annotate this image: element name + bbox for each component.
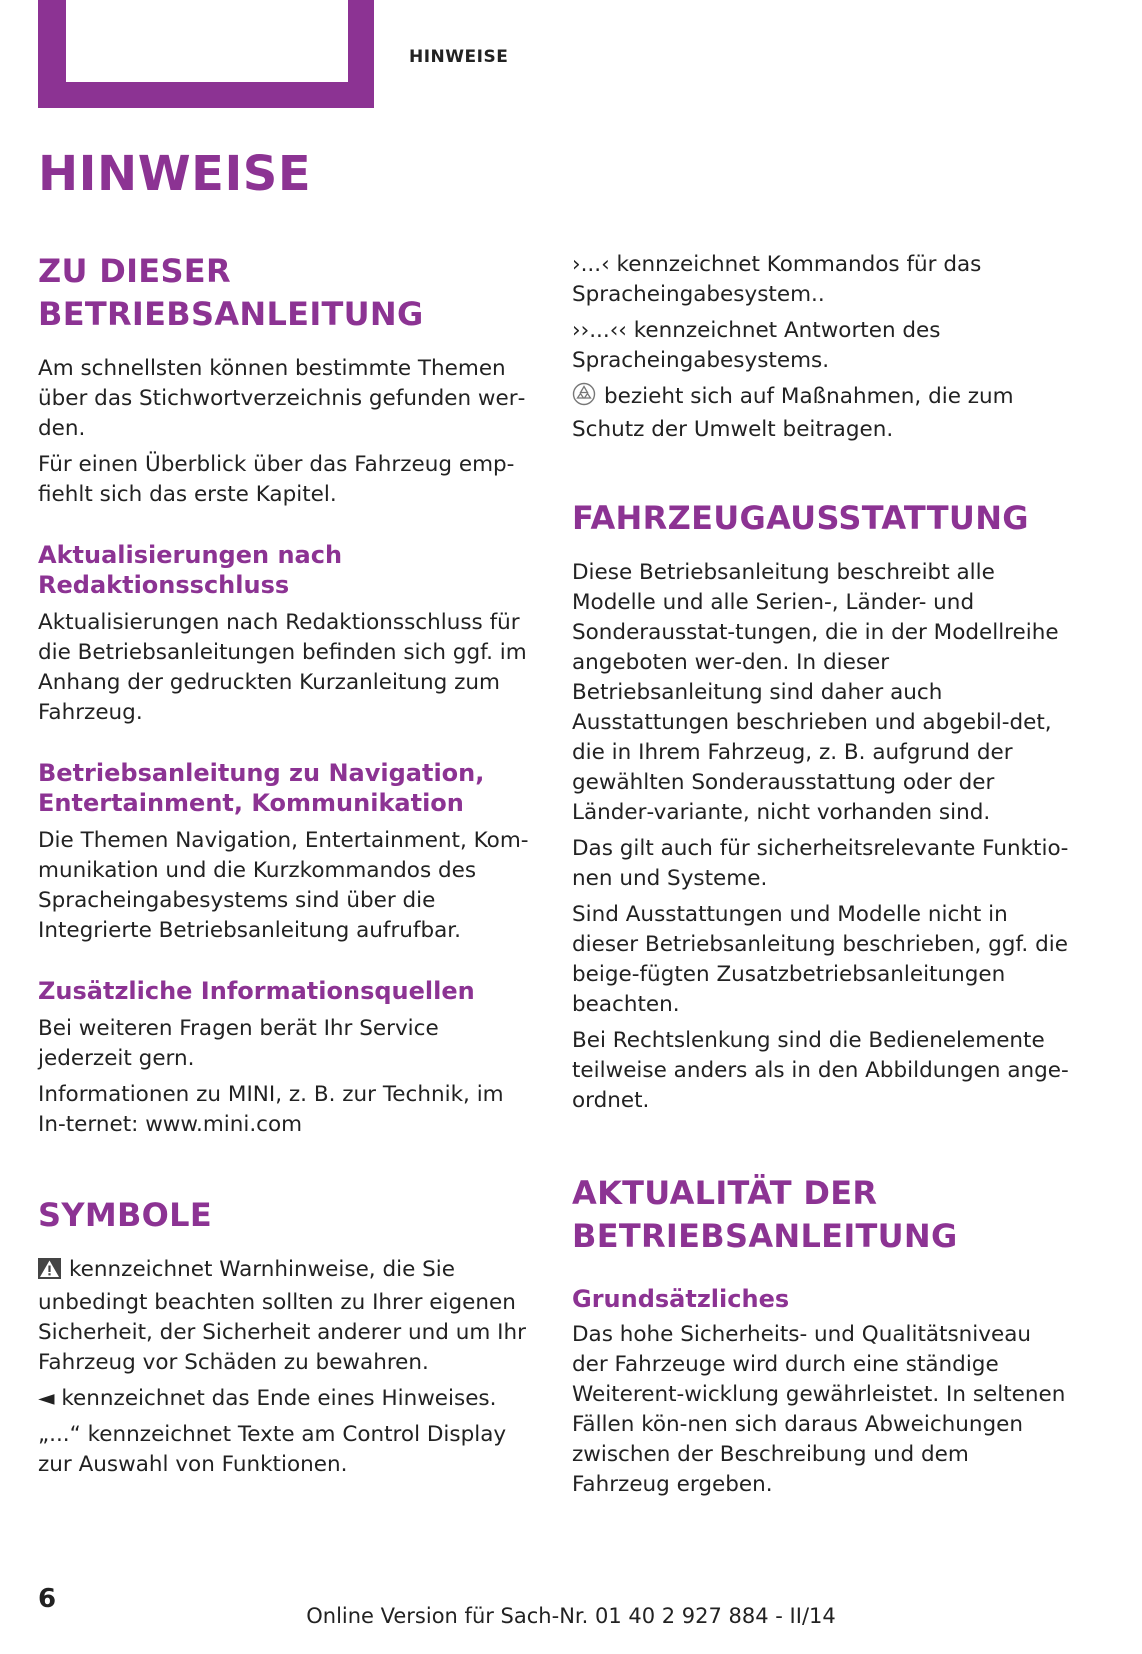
- paragraph: Für einen Überblick über das Fahrzeug emp‐fiehlt sich das erste Kapitel.: [38, 452, 515, 507]
- recycling-icon: [572, 382, 596, 415]
- warning-symbol-text: kennzeichnet Warnhinweise, die Sie unbedingt beachten sollten zu Ihrer eigenen Sicherheit, der Sicherheit anderer und um Ihr Fahrzeug vor Schäden zu bewahren.: [38, 1257, 526, 1375]
- paragraph-end-symbol: ◄ kennzeichnet das Ende eines Hinweises.: [38, 1386, 497, 1411]
- right-column: [572, 250, 1072, 1500]
- paragraph: Aktualisierungen nach Redaktionsschluss für die Betriebsanleitungen befinden sich ggf. im Anhang der gedruckten Kurzanleitung zum Fahrzeug.: [38, 610, 527, 725]
- subsection-title-basics: Grundsätzliches: [572, 1285, 790, 1313]
- left-column: [38, 250, 538, 1480]
- paragraph: Bei Rechtslenkung sind die Bedienelemente teilweise anders als in den Abbildungen ange‐ordnet.: [572, 1028, 1069, 1113]
- paragraph-commands-symbol: ›...‹ kennzeichnet Kommandos für das Spracheingabesystem..: [572, 252, 982, 307]
- section-title-manual-currency: [572, 1172, 1072, 1258]
- paragraph: Diese Betriebsanleitung beschreibt alle Modelle und alle Serien-, Länder- und Sonderausstat‐tungen, die in der Modellreihe angeboten wer‐den. In dieser Betriebsanleitung sind daher auch Ausstattungen beschrieben und abgebil‐det, die in Ihrem Fahrzeug, z. B. aufgrund der gewählten Sonderausstattung oder der Länder‐variante, nicht vorhanden sind.: [572, 560, 1059, 825]
- title-line-1: AKTUALITÄT DER: [572, 1174, 878, 1212]
- subsection-title-updates: [38, 540, 538, 600]
- title-line-1: Betriebsanleitung zu Navigation,: [38, 759, 485, 787]
- section-title-symbols: SYMBOLE: [38, 1196, 213, 1234]
- section-title-about-manual: [38, 250, 538, 336]
- paragraph: Informationen zu MINI, z. B. zur Technik, im In‐ternet: www.mini.com: [38, 1082, 504, 1137]
- warning-triangle-icon: [38, 1258, 61, 1288]
- title-line-1: Aktualisierungen nach: [38, 541, 343, 569]
- environment-symbol-text: bezieht sich auf Maßnahmen, die zum Schutz der Umwelt beitragen.: [572, 384, 1014, 442]
- section-navigation-manual: [38, 758, 538, 946]
- running-head: HINWEISE: [409, 47, 509, 67]
- section-updates: [38, 540, 538, 728]
- title-line-2: Entertainment, Kommunikation: [38, 789, 464, 817]
- section-vehicle-equipment: [572, 497, 1072, 1116]
- page-number: 6: [38, 1584, 57, 1614]
- paragraph-environment-symbol: [572, 382, 1072, 445]
- section-info-sources: [38, 976, 538, 1140]
- paragraph-answers-symbol: ››...‹‹ kennzeichnet Antworten des Spracheingabesystems.: [572, 318, 941, 373]
- section-symbols: [38, 1194, 538, 1480]
- paragraph-warning-symbol: [38, 1255, 538, 1378]
- paragraph: Am schnellsten können bestimmte Themen über das Stichwortverzeichnis gefunden wer‐den.: [38, 356, 526, 441]
- footer-note: Online Version für Sach-Nr. 01 40 2 927 884 - II/14: [306, 1604, 836, 1628]
- paragraph: Das gilt auch für sicherheitsrelevante Funktio‐nen und Systeme.: [572, 836, 1069, 891]
- paragraph-display-symbol: „...“ kennzeichnet Texte am Control Display zur Auswahl von Funktionen.: [38, 1422, 507, 1477]
- title-line-2: BETRIEBSANLEITUNG: [38, 295, 424, 333]
- paragraph: Die Themen Navigation, Entertainment, Kom‐munikation und die Kurzkommandos des Spracheingabesystems sind über die Integrierte Betriebsanleitung aufrufbar.: [38, 828, 529, 943]
- title-line-1: ZU DIESER: [38, 252, 231, 290]
- paragraph: Sind Ausstattungen und Modelle nicht in dieser Betriebsanleitung beschrieben, ggf. die beige‐fügten Zusatzbetriebsanleitungen beachten.: [572, 902, 1068, 1017]
- section-about-manual: [38, 250, 538, 510]
- section-manual-currency: [572, 1172, 1072, 1500]
- section-title-vehicle-equipment: FAHRZEUGAUSSTATTUNG: [572, 499, 1029, 537]
- title-line-2: BETRIEBSANLEITUNG: [572, 1217, 958, 1255]
- paragraph: Bei weiteren Fragen berät Ihr Service jederzeit gern.: [38, 1016, 439, 1071]
- title-line-2: Redaktionsschluss: [38, 571, 290, 599]
- page-title: HINWEISE: [38, 146, 312, 202]
- subsection-title-navigation: [38, 758, 538, 818]
- paragraph: Das hohe Sicherheits- und Qualitätsniveau der Fahrzeuge wird durch eine ständige Weiterent‐wicklung gewährleistet. In seltenen Fällen kön‐nen sich daraus Abweichungen zwischen der Beschreibung und dem Fahrzeug ergeben.: [572, 1322, 1066, 1497]
- chapter-tab-inner: [66, 0, 348, 82]
- subsection-title-info-sources: Zusätzliche Informationsquellen: [38, 977, 475, 1005]
